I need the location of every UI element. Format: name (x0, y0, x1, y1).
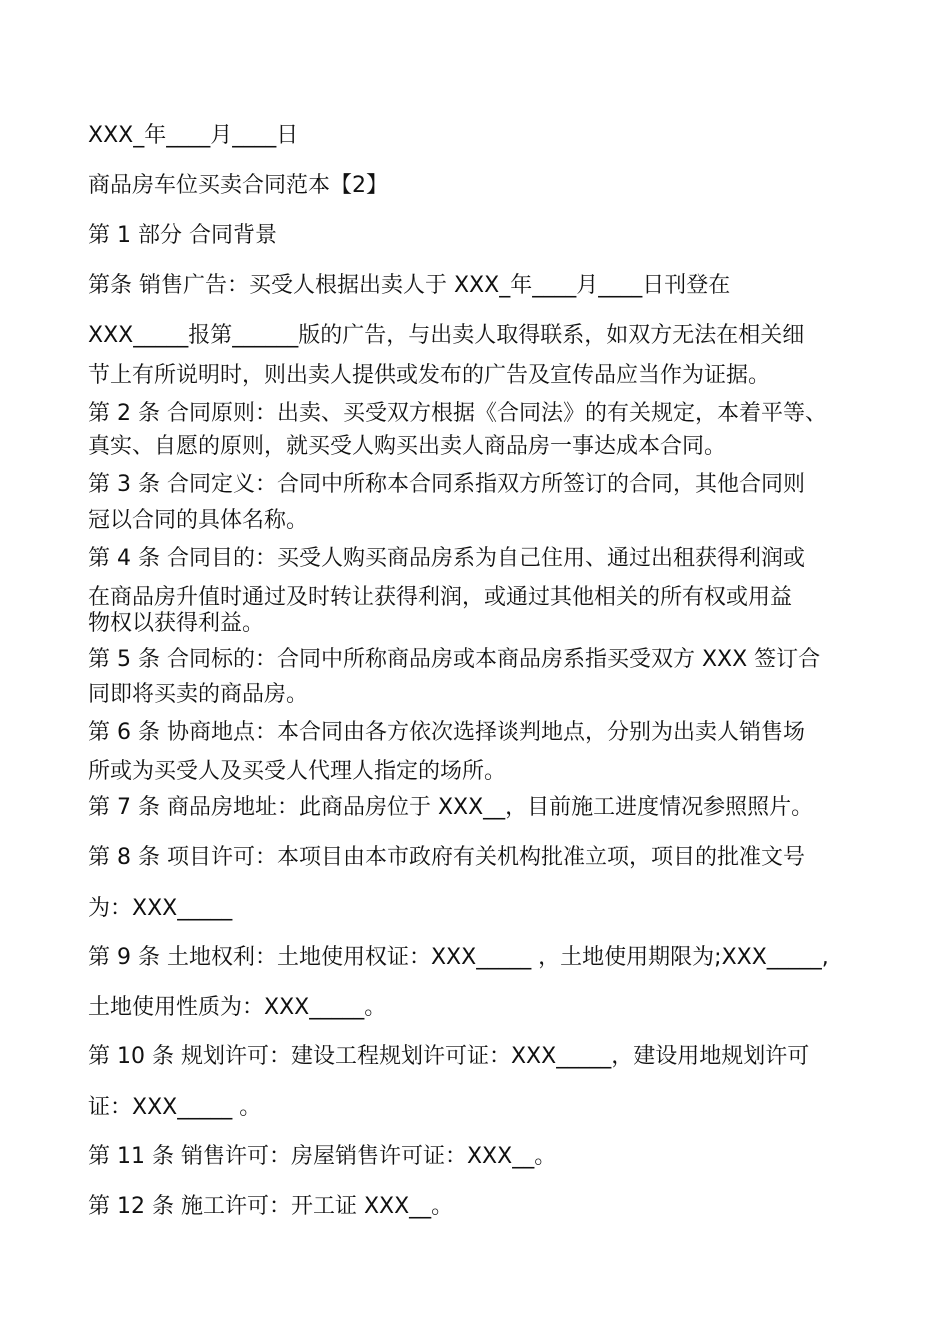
paragraph-line: 冠以合同的具体名称。 (88, 508, 309, 533)
paragraph-line: 同即将买卖的商品房。 (88, 682, 309, 707)
paragraph-line: 第 4 条 合同目的：买受人购买商品房系为自己住用、通过出租获得利润或 (88, 546, 805, 571)
paragraph-line: 为：XXX_____ (88, 896, 233, 921)
paragraph-line: 第 10 条 规划许可：建设工程规划许可证：XXX_____，建设用地规划许可 (88, 1044, 810, 1069)
paragraph-line: 节上有所说明时，则出卖人提供或发布的广告及宣传品应当作为证据。 (88, 363, 771, 388)
paragraph-line: 第 6 条 协商地点：本合同由各方依次选择谈判地点，分别为出卖人销售场 (88, 720, 805, 745)
paragraph-line: 物权以获得利益。 (88, 611, 265, 636)
paragraph-line: 土地使用性质为：XXX_____。 (88, 995, 387, 1020)
paragraph-line: 证：XXX_____ 。 (88, 1095, 262, 1120)
paragraph-line: 在商品房升值时通过及时转让获得利润，或通过其他相关的所有权或用益 (88, 585, 793, 610)
section-heading: 第 1 部分 合同背景 (88, 223, 277, 248)
document-title: 商品房车位买卖合同范本【2】 (88, 173, 388, 198)
paragraph-line: 第 8 条 项目许可：本项目由本市政府有关机构批准立项，项目的批准文号 (88, 845, 805, 870)
paragraph-line: 第 3 条 合同定义：合同中所称本合同系指双方所签订的合同，其他合同则 (88, 472, 805, 497)
date-line: XXX_年____月____日 (88, 123, 299, 148)
paragraph-line: 第 2 条 合同原则：出卖、买受双方根据《合同法》的有关规定，本着平等、 (88, 401, 827, 426)
paragraph-line: 第 9 条 土地权利：土地使用权证：XXX_____ ，土地使用期限为;XXX_____, (88, 945, 829, 970)
paragraph-line: 所或为买受人及买受人代理人指定的场所。 (88, 759, 507, 784)
paragraph-line: 第 5 条 合同标的：合同中所称商品房或本商品房系指买受双方 XXX 签订合 (88, 647, 821, 672)
paragraph-line: XXX_____报第______版的广告，与出卖人取得联系，如双方无法在相关细 (88, 323, 805, 348)
paragraph-line: 第 11 条 销售许可：房屋销售许可证：XXX__。 (88, 1144, 557, 1169)
paragraph-line: 第条 销售广告：买受人根据出卖人于 XXX_年____月____日刊登在 (88, 273, 731, 298)
paragraph-line: 第 12 条 施工许可：开工证 XXX__。 (88, 1194, 454, 1219)
paragraph-line: 真实、自愿的原则，就买受人购买出卖人商品房一事达成本合同。 (88, 434, 727, 459)
paragraph-line: 第 7 条 商品房地址：此商品房位于 XXX__，目前施工进度情况参照照片。 (88, 795, 814, 820)
